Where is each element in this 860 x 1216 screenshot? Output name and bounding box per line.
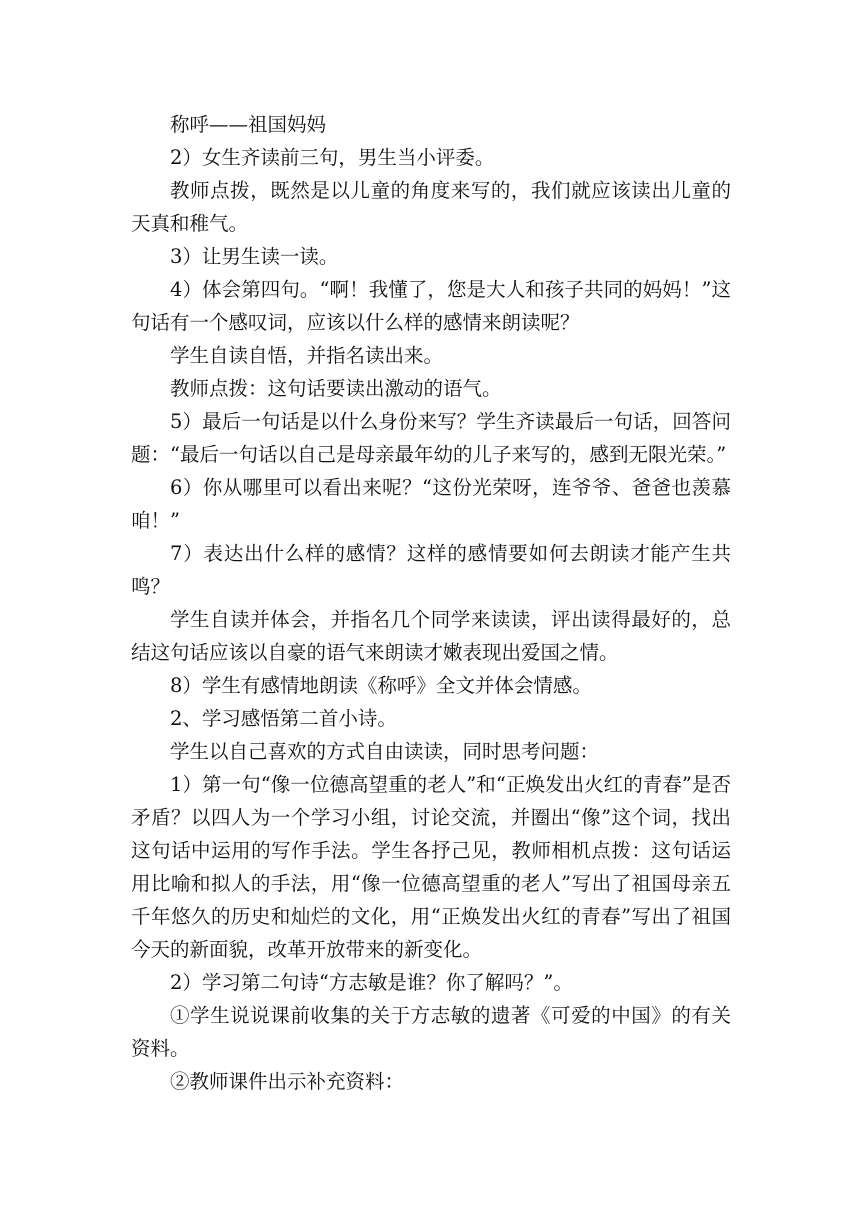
paragraph-12: 8）学生有感情地朗读《称呼》全文并体会情感。 [170, 674, 592, 697]
paragraph-6: 学生自读自悟，并指名读出来。 [170, 344, 444, 367]
document-body [131, 108, 731, 1098]
paragraph-17: ①学生说说课前收集的关于方志敏的遗著《可爱的中国》的有关资料。 [131, 1004, 731, 1060]
paragraph-10: 7）表达出什么样的感情？这样的感情要如何去朗读才能产生共鸣？ [131, 542, 731, 598]
paragraph-13: 2、学习感悟第二首小诗。 [170, 707, 397, 730]
paragraph-1: 称呼——祖国妈妈 [170, 113, 327, 136]
paragraph-2: 2）女生齐读前三句，男生当小评委。 [170, 146, 495, 169]
paragraph-9: 6）你从哪里可以看出来呢？“这份光荣呀，连爷爷、爸爸也羡慕咱！” [131, 476, 731, 532]
paragraph-14: 学生以自己喜欢的方式自由读读，同时思考问题： [170, 740, 600, 763]
paragraph-5: 4）体会第四句。“啊！我懂了，您是大人和孩子共同的妈妈！”这句话有一个感叹词，应该以什么样的感情来朗读呢？ [131, 278, 731, 334]
paragraph-16: 2）学习第二句诗“方志敏是谁？你了解吗？”。 [170, 971, 573, 994]
paragraph-4: 3）让男生读一读。 [170, 245, 339, 268]
paragraph-7: 教师点拨：这句话要读出激动的语气。 [170, 377, 502, 400]
paragraph-11: 学生自读并体会，并指名几个同学来读读，评出读得最好的，总结这句话应该以自豪的语气来朗读才嫩表现出爱国之情。 [131, 608, 731, 664]
paragraph-8: 5）最后一句话是以什么身份来写？学生齐读最后一句话，回答问题：“最后一句话以自己是母亲最年幼的儿子来写的，感到无限光荣。” [131, 410, 731, 466]
paragraph-15: 1）第一句“像一位德高望重的老人”和“正焕发出火红的青春”是否矛盾？以四人为一个学习小组，讨论交流，并圈出“像”这个词，找出这句话中运用的写作手法。学生各抒己见，教师相机点拨：这句话运用比喻和拟人的手法，用“像一位德高望重的老人”写出了祖国母亲五千年悠久的历史和灿烂的文化，用“正焕发出火红的青春”写出了祖国今天的新面貌，改革开放带来的新变化。 [131, 773, 731, 961]
paragraph-18: ②教师课件出示补充资料： [170, 1070, 405, 1093]
paragraph-3: 教师点拨，既然是以儿童的角度来写的，我们就应该读出儿童的天真和稚气。 [131, 179, 731, 235]
